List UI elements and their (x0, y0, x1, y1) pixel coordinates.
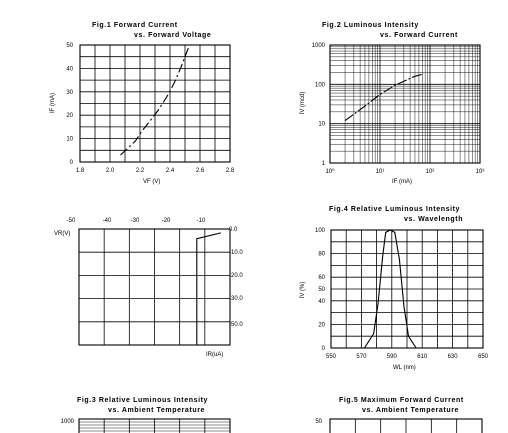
reverse-y-tick-label: 0.0 (229, 227, 238, 233)
fig1-y-tick-label: 10 (66, 136, 73, 143)
fig1-x-tick-label: 2.0 (105, 168, 115, 174)
reverse-grid (79, 229, 230, 345)
fig4-x-tick-label: 630 (447, 354, 458, 360)
fig2-x-tick-label: 10⁰ (325, 169, 335, 175)
reverse-x-tick-label: -40 (102, 218, 112, 224)
fig2-x-axis-label: IF (mA) (392, 179, 412, 185)
fig2-x-tick-label: 10³ (475, 169, 485, 175)
fig1-x-tick-label: 2.4 (165, 168, 175, 174)
reverse-x-axis-label: IR(uA) (206, 352, 224, 358)
fig2-y-ticks (312, 43, 326, 167)
reverse-x-ticks (67, 218, 206, 224)
fig4-x-axis-label: WL (nm) (393, 365, 416, 371)
fig1-y-tick-label: 20 (66, 113, 73, 120)
reverse-x-tick-label: -10 (196, 218, 206, 224)
reverse-x-tick-label: -20 (161, 218, 171, 224)
fig1-x-ticks (76, 168, 235, 174)
fig4-x-tick-label: 650 (477, 354, 489, 360)
reverse-y-tick-label: -20.0 (229, 273, 243, 279)
fig5-chart (315, 397, 482, 433)
fig1-chart (50, 22, 235, 185)
reverse-y-axis-label: VR(V) (54, 231, 71, 237)
fig4-y-tick-label: 80 (318, 251, 325, 258)
fig2-x-ticks (325, 168, 484, 175)
reverse-x-tick-label: -50 (66, 218, 76, 224)
fig5-y-tick-label: 50 (315, 419, 322, 425)
fig4-y-tick-label: 20 (318, 322, 325, 329)
fig1-x-tick-label: 2.6 (195, 168, 205, 174)
fig1-y-tick-label: 0 (69, 160, 73, 166)
fig1-x-axis-label: VF (V) (143, 179, 161, 185)
reverse-x-tick-label: -30 (130, 218, 140, 224)
fig3-y-tick-label: 1000 (60, 419, 74, 425)
fig4-subtitle: vs. Wavelength (404, 216, 464, 223)
reverse-y-ticks (229, 227, 243, 328)
fig4-y-tick-label: 100 (314, 228, 325, 234)
fig4-x-tick-label: 610 (417, 354, 428, 360)
reverse-y-tick-label: -10.0 (229, 250, 243, 256)
fig4-title: Fig.4 Relative Luminous Intensity (329, 206, 461, 213)
reverse-y-tick-label: -30.0 (229, 296, 243, 302)
fig5-title: Fig.5 Maximum Forward Current (339, 397, 464, 404)
fig2-y-tick-label: 100 (314, 82, 325, 89)
fig1-x-tick-label: 2.8 (225, 168, 235, 174)
fig1-y-tick-label: 40 (66, 66, 73, 73)
fig5-grid (355, 419, 456, 433)
fig2-subtitle: vs. Forward Current (380, 32, 458, 39)
fig3-title: Fig.3 Relative Luminous Intensity (77, 397, 209, 404)
fig2-chart (300, 22, 484, 185)
fig4-y-tick-label: 0 (321, 346, 325, 352)
fig2-x-tick-label: 10¹ (375, 169, 385, 175)
fig1-y-axis-label: IF (mA) (50, 93, 56, 113)
reverse-series-line (197, 233, 221, 345)
fig1-grid (80, 45, 230, 162)
fig2-grid (330, 45, 480, 163)
fig1-title: Fig.1 Forward Current (92, 22, 178, 29)
fig4-x-tick-label: 570 (356, 354, 367, 360)
fig4-x-tick-label: 590 (386, 354, 397, 360)
fig4-y-ticks (315, 228, 326, 352)
fig3-chart (61, 397, 230, 433)
fig3-grid (79, 419, 230, 433)
fig2-x-tick-label: 10² (425, 169, 435, 175)
fig4-y-tick-label: 40 (318, 298, 325, 305)
fig2-y-tick-label: 10 (318, 121, 325, 128)
fig1-x-tick-label: 1.8 (75, 168, 85, 174)
fig4-y-axis-label: IV (%) (300, 281, 306, 299)
fig1-y-ticks (66, 43, 73, 166)
reverse-chart (54, 218, 243, 358)
fig5-subtitle: vs. Ambient Temperature (362, 407, 460, 414)
fig1-x-tick-label: 2.2 (135, 168, 145, 174)
fig3-subtitle: vs. Ambient Temperature (108, 407, 206, 414)
fig4-y-tick-label: 50 (318, 287, 325, 293)
fig1-subtitle: vs. Forward Voltage (134, 32, 212, 39)
fig4-y-tick-label: 60 (318, 275, 325, 282)
fig2-y-tick-label: 1000 (311, 43, 325, 49)
fig4-x-tick-label: 550 (325, 354, 337, 360)
fig1-y-tick-label: 50 (66, 43, 73, 49)
fig2-y-tick-label: 1 (321, 161, 325, 167)
fig2-y-axis-label: IV (mcd) (300, 91, 306, 115)
fig2-series-line (345, 74, 422, 120)
fig2-frame (330, 45, 480, 163)
reverse-y-tick-label: -50.0 (229, 322, 243, 328)
fig4-chart (300, 206, 489, 371)
fig2-title: Fig.2 Luminous Intensity (322, 22, 419, 29)
fig4-x-ticks (326, 354, 489, 360)
fig1-y-tick-label: 30 (66, 89, 73, 96)
fig4-grid (331, 230, 483, 348)
